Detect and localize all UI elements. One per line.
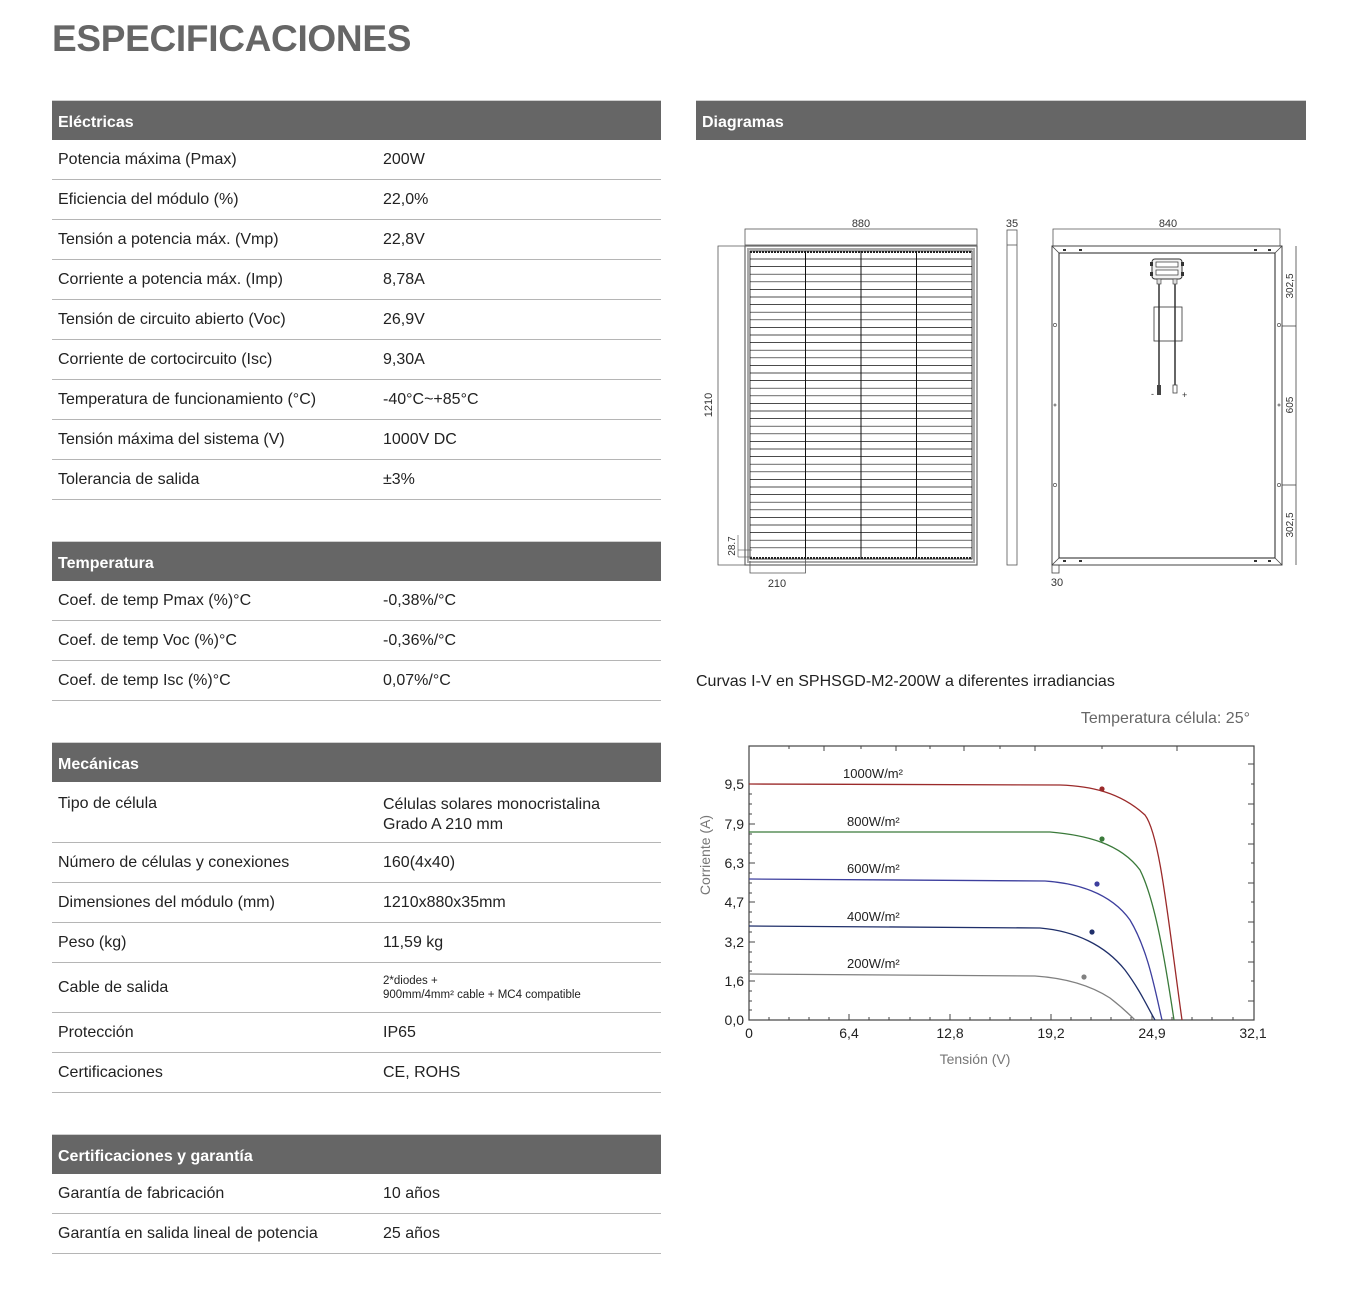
table-row xyxy=(52,581,661,621)
spec-label: Corriente de cortocircuito (Isc) xyxy=(58,350,273,368)
spec-value: ±3% xyxy=(383,470,415,488)
spec-label: Dimensiones del módulo (mm) xyxy=(58,893,275,911)
curve-400 xyxy=(749,926,1155,1020)
spec-value: 22,0% xyxy=(383,190,429,208)
table-row xyxy=(52,923,661,963)
curve-label: 600W/m² xyxy=(847,861,900,876)
chart-title: Curvas I-V en SPHSGD-M2-200W a diferentes irradiancias xyxy=(696,673,1115,690)
spec-label: Tensión máxima del sistema (V) xyxy=(58,430,285,448)
x-tick-labels xyxy=(745,1025,1267,1041)
spec-value: 22,8V xyxy=(383,230,425,248)
spec-label: Potencia máxima (Pmax) xyxy=(58,150,237,168)
curve-200 xyxy=(749,974,1135,1020)
spec-label: Coef. de temp Pmax (%)°C xyxy=(58,591,252,609)
spec-value: 11,59 kg xyxy=(383,933,444,951)
spec-label: Garantía en salida lineal de potencia xyxy=(58,1224,318,1242)
table-row xyxy=(52,220,661,260)
y-axis-label: Corriente (A) xyxy=(697,814,713,896)
spec-label: Certificaciones xyxy=(58,1063,163,1081)
back-frame-label: 30 xyxy=(1050,577,1064,589)
spec-label: Eficiencia del módulo (%) xyxy=(58,190,239,208)
spec-value: -0,38%/°C xyxy=(383,591,457,609)
section-header: Diagramas xyxy=(696,100,1306,140)
x-axis-label: Tensión (V) xyxy=(939,1051,1011,1067)
spec-label: Coef. de temp Voc (%)°C xyxy=(58,631,237,649)
spec-value: 25 años xyxy=(383,1224,440,1242)
minus-label: - xyxy=(1151,389,1154,399)
spec-value xyxy=(383,795,661,835)
x-tick-label: 24,9 xyxy=(1138,1025,1166,1041)
spec-value-line: 900mm/4mm² cable + MC4 compatible xyxy=(383,988,581,1001)
spec-value: 1210x880x35mm xyxy=(383,893,506,911)
table-row xyxy=(52,300,661,340)
spec-label: Tensión a potencia máx. (Vmp) xyxy=(58,230,279,248)
page-title: ESPECIFICACIONES xyxy=(52,18,412,59)
side-thickness-label: 35 xyxy=(1005,218,1019,230)
y-tick-label: 3,2 xyxy=(724,934,744,950)
spec-label: Tensión de circuito abierto (Voc) xyxy=(58,310,286,328)
section-mecanicas xyxy=(52,742,661,1093)
diagrams-column xyxy=(696,100,1306,140)
y-tick-label: 6,3 xyxy=(724,855,744,871)
spec-label: Coef. de temp Isc (%)°C xyxy=(58,671,231,689)
spec-value: -0,36%/°C xyxy=(383,631,457,649)
spec-value: -40°C~+85°C xyxy=(383,390,479,408)
mpp-points xyxy=(1081,786,1104,979)
y-tick-labels xyxy=(725,776,745,1028)
spec-label: Corriente a potencia máx. (Imp) xyxy=(58,270,283,288)
plus-label: + xyxy=(1182,390,1188,400)
spec-value-line: 2*diodes + xyxy=(383,974,438,987)
curve-label: 400W/m² xyxy=(847,909,900,924)
spec-label: Protección xyxy=(58,1023,134,1041)
spec-label: Garantía de fabricación xyxy=(58,1184,225,1202)
y-tick-label: 4,7 xyxy=(724,894,744,910)
y-tick-label: 0,0 xyxy=(724,1012,744,1028)
x-tick-label: 19,2 xyxy=(1037,1025,1065,1041)
spec-value: 9,30A xyxy=(383,350,425,368)
y-tick-label: 1,6 xyxy=(724,973,744,989)
back-bottom-label: 302,5 xyxy=(1285,512,1296,538)
table-row xyxy=(52,1174,661,1214)
y-ticks xyxy=(749,764,1254,1010)
mounting-holes xyxy=(1053,323,1280,486)
junction-box-icon xyxy=(1150,259,1187,400)
spec-value: 8,78A xyxy=(383,270,425,288)
table-row xyxy=(52,340,661,380)
table-row xyxy=(52,460,661,500)
spec-label: Tipo de célula xyxy=(58,795,158,812)
spec-value: CE, ROHS xyxy=(383,1063,461,1081)
spec-label: Cable de salida xyxy=(58,978,169,996)
table-row xyxy=(52,1214,661,1254)
front-view xyxy=(703,218,977,590)
table-row xyxy=(52,380,661,420)
table-row xyxy=(52,963,661,1013)
spec-value: 160(4x40) xyxy=(383,853,456,871)
cell-width-label: 210 xyxy=(767,578,787,590)
spec-value: 200W xyxy=(383,150,425,168)
curve-label: 200W/m² xyxy=(847,956,900,971)
x-tick-label: 12,8 xyxy=(936,1025,964,1041)
section-header: Temperatura xyxy=(52,541,661,581)
x-tick-label: 6,4 xyxy=(839,1025,859,1041)
table-row xyxy=(52,843,661,883)
section-electricas xyxy=(52,100,661,500)
back-view xyxy=(1051,218,1296,589)
spec-value: 26,9V xyxy=(383,310,425,328)
spec-label: Tolerancia de salida xyxy=(58,470,200,488)
spec-value: 0,07%/°C xyxy=(383,671,451,689)
table-row xyxy=(52,883,661,923)
table-row xyxy=(52,260,661,300)
table-row xyxy=(52,782,661,843)
table-row xyxy=(52,661,661,701)
side-view xyxy=(1006,218,1018,565)
iv-curves xyxy=(749,784,1182,1020)
table-row xyxy=(52,180,661,220)
curve-labels xyxy=(843,766,904,971)
table-row xyxy=(52,420,661,460)
section-garantia xyxy=(52,1134,661,1254)
back-top-label: 302,5 xyxy=(1285,273,1296,299)
table-row xyxy=(52,621,661,661)
curve-1000 xyxy=(749,784,1182,1020)
curve-label: 800W/m² xyxy=(847,814,900,829)
section-header: Certificaciones y garantía xyxy=(52,1134,661,1174)
spec-label: Temperatura de funcionamiento (°C) xyxy=(58,390,317,408)
section-temperatura xyxy=(52,541,661,701)
spec-label: Número de células y conexiones xyxy=(58,853,290,871)
specs-column xyxy=(52,100,661,1295)
cell-height-label: 28.7 xyxy=(727,536,738,556)
spec-value: 1000V DC xyxy=(383,430,457,448)
spec-value-line: Células solares monocristalina xyxy=(383,796,600,813)
section-header: Eléctricas xyxy=(52,100,661,140)
panel-dimension-drawing xyxy=(696,205,1306,600)
iv-curve-chart xyxy=(690,740,1290,1080)
spec-value xyxy=(383,974,661,1002)
back-width-label: 840 xyxy=(1158,218,1178,230)
y-tick-label: 7,9 xyxy=(724,816,744,832)
x-tick-label: 0 xyxy=(745,1025,753,1041)
table-row xyxy=(52,140,661,180)
plot-area xyxy=(749,746,1254,1020)
back-middle-label: 605 xyxy=(1285,396,1296,414)
table-row xyxy=(52,1013,661,1053)
chart-subtitle: Temperatura célula: 25° xyxy=(1080,710,1250,727)
spec-value: IP65 xyxy=(383,1023,416,1041)
spec-value-line: Grado A 210 mm xyxy=(383,816,504,833)
front-height-label: 1210 xyxy=(703,392,715,418)
section-header: Mecánicas xyxy=(52,742,661,782)
spec-value: 10 años xyxy=(383,1184,440,1202)
y-tick-label: 9,5 xyxy=(724,776,744,792)
curve-600 xyxy=(749,879,1162,1020)
curve-label: 1000W/m² xyxy=(843,766,903,781)
x-tick-label: 32,1 xyxy=(1239,1025,1267,1041)
spec-label: Peso (kg) xyxy=(58,933,127,951)
table-row xyxy=(52,1053,661,1093)
front-width-label: 880 xyxy=(851,218,871,230)
